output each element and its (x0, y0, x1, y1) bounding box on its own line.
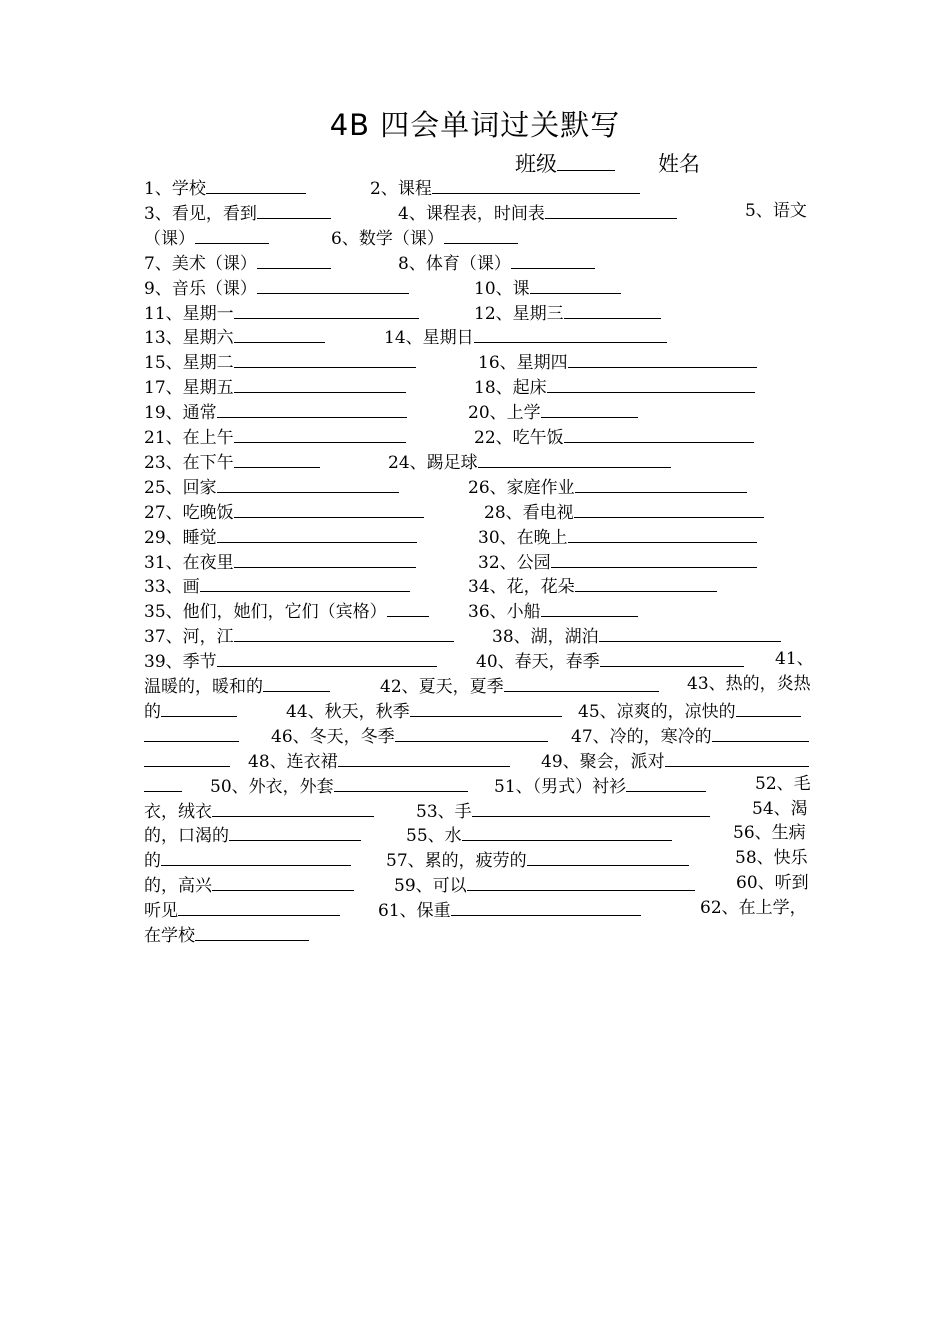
vocab-prompt: 54、渴 (752, 798, 808, 819)
vocab-item (755, 772, 811, 797)
vocab-prompt: 59、可以 (394, 876, 467, 897)
vocab-item (144, 797, 374, 825)
vocab-item (736, 871, 809, 896)
answer-blank[interactable] (444, 224, 518, 244)
vocab-item (398, 199, 677, 227)
vocab-prompt: 28、看电视 (484, 502, 574, 523)
vocab-prompt: 3、看见，看到 (144, 203, 257, 224)
vocab-prompt: 衣，绒衣 (144, 801, 212, 822)
answer-blank[interactable] (568, 348, 757, 368)
vocab-prompt: 49、聚会，派对 (541, 751, 665, 772)
answer-blank[interactable] (545, 199, 677, 219)
vocab-prompt: 58、快乐 (735, 848, 808, 869)
answer-blank[interactable] (575, 572, 717, 592)
vocab-item (388, 448, 671, 476)
vocab-item (474, 423, 754, 451)
vocab-prompt: 29、睡觉 (144, 527, 217, 548)
answer-blank[interactable] (541, 597, 638, 617)
vocab-item (144, 846, 351, 874)
vocab-item (144, 647, 437, 675)
vocab-prompt: 57、累的，疲劳的 (386, 851, 527, 872)
vocab-item (210, 772, 468, 800)
vocab-item (144, 921, 309, 949)
answer-blank[interactable] (564, 299, 661, 319)
vocab-prompt: 听见 (144, 901, 178, 922)
vocab-prompt: 32、公园 (478, 552, 551, 573)
answer-blank[interactable] (212, 871, 354, 891)
vocab-item (474, 299, 661, 327)
vocab-prompt: 55、水 (406, 826, 462, 847)
answer-blank[interactable] (263, 672, 330, 692)
vocab-item (144, 597, 429, 625)
vocab-prompt: 27、吃晚饭 (144, 502, 234, 523)
vocab-item (144, 672, 330, 700)
vocab-item (370, 174, 640, 202)
vocab-prompt: （课） (144, 228, 195, 249)
class-blank[interactable] (557, 149, 615, 171)
vocab-prompt: 33、画 (144, 577, 200, 598)
vocab-item (468, 473, 747, 501)
vocab-prompt: 的 (144, 851, 161, 872)
answer-blank[interactable] (511, 249, 595, 269)
vocab-prompt: 36、小船 (468, 602, 541, 623)
vocab-item (416, 797, 710, 825)
vocab-item (745, 199, 807, 224)
vocab-item (476, 647, 744, 675)
vocab-item (144, 871, 354, 899)
answer-blank[interactable] (575, 473, 747, 493)
vocab-item (380, 672, 659, 700)
vocab-item (733, 821, 806, 846)
vocab-item (578, 697, 801, 725)
answer-blank[interactable] (234, 299, 419, 319)
answer-blank[interactable] (530, 274, 621, 294)
vocab-prompt: 31、在夜里 (144, 552, 234, 573)
answer-blank[interactable] (217, 473, 399, 493)
answer-blank[interactable] (564, 423, 754, 443)
vocab-item (144, 199, 331, 227)
vocab-prompt: 6、数学（课） (331, 228, 444, 249)
answer-blank[interactable] (144, 747, 230, 767)
vocab-prompt: 5、语文 (745, 200, 807, 221)
answer-blank[interactable] (217, 398, 407, 418)
vocab-item (478, 348, 757, 376)
answer-blank[interactable] (504, 672, 659, 692)
answer-blank[interactable] (178, 896, 340, 916)
vocab-prompt: 10、课 (474, 278, 530, 299)
vocab-item (144, 423, 406, 451)
vocab-item (775, 647, 814, 672)
answer-blank[interactable] (257, 249, 331, 269)
vocab-prompt: 在学校 (144, 926, 195, 946)
answer-blank[interactable] (195, 224, 269, 244)
answer-blank[interactable] (474, 323, 667, 343)
answer-blank[interactable] (467, 871, 695, 891)
vocab-prompt: 46、冬天，冬季 (271, 726, 395, 747)
answer-blank[interactable] (600, 647, 744, 667)
answer-blank[interactable] (195, 921, 309, 941)
vocab-prompt: 4、课程表，时间表 (398, 203, 545, 224)
vocab-item (271, 722, 548, 750)
vocab-prompt: 15、星期二 (144, 353, 234, 374)
answer-blank[interactable] (206, 174, 306, 194)
vocab-prompt: 43、热的，炎热 (687, 674, 811, 694)
vocab-item (144, 224, 269, 252)
vocab-prompt: 52、毛 (755, 773, 811, 794)
answer-blank[interactable] (665, 747, 809, 767)
vocab-prompt: 37、河，江 (144, 627, 234, 648)
vocab-prompt: 9、音乐（课） (144, 278, 257, 299)
vocab-prompt: 温暖的，暖和的 (144, 677, 263, 697)
answer-blank[interactable] (712, 722, 809, 742)
vocab-item (492, 622, 781, 650)
answer-blank[interactable] (217, 647, 437, 667)
vocab-item (144, 722, 239, 750)
vocab-item (406, 821, 672, 849)
vocab-prompt: 56、生病 (733, 823, 806, 844)
answer-blank[interactable] (547, 373, 755, 393)
vocab-prompt: 44、秋天，秋季 (286, 701, 410, 722)
vocab-item (144, 348, 416, 376)
vocab-prompt: 的，高兴 (144, 876, 212, 897)
vocab-prompt: 17、星期五 (144, 378, 234, 399)
vocab-prompt: 22、吃午饭 (474, 428, 564, 448)
vocab-item (144, 274, 409, 302)
vocab-item (468, 398, 638, 426)
answer-blank[interactable] (472, 797, 710, 817)
vocab-item (144, 772, 182, 800)
answer-blank[interactable] (478, 448, 671, 468)
answer-blank[interactable] (395, 722, 548, 742)
vocab-prompt: 14、星期日 (384, 328, 474, 349)
vocab-item (144, 373, 406, 401)
answer-blank[interactable] (234, 548, 416, 568)
answer-blank[interactable] (234, 622, 454, 642)
vocab-item (398, 249, 595, 277)
vocab-prompt: 的 (144, 701, 161, 722)
vocab-item (144, 896, 340, 924)
vocab-prompt: 11、星期一 (144, 303, 234, 324)
vocab-prompt: 21、在上午 (144, 428, 234, 448)
answer-blank[interactable] (212, 797, 374, 817)
vocab-item (386, 846, 689, 874)
vocab-item (735, 846, 808, 871)
vocab-item (248, 747, 510, 775)
answer-blank[interactable] (234, 448, 320, 468)
vocab-item (144, 498, 424, 526)
vocab-prompt: 25、回家 (144, 477, 217, 498)
vocab-prompt: 34、花，花朵 (468, 577, 575, 598)
vocab-item (144, 448, 320, 476)
vocab-prompt: 39、季节 (144, 652, 217, 673)
vocab-item (144, 398, 407, 426)
answer-blank[interactable] (626, 772, 706, 792)
vocab-item (478, 548, 757, 576)
vocab-item (468, 597, 638, 625)
class-label-text: 班级 (515, 152, 557, 176)
vocab-prompt: 53、手 (416, 801, 472, 822)
vocab-item (394, 871, 695, 899)
answer-blank[interactable] (527, 846, 689, 866)
vocab-item (752, 797, 808, 822)
name-label: 姓名 (658, 152, 700, 176)
vocab-prompt: 61、保重 (378, 901, 451, 922)
vocab-item (144, 323, 325, 351)
answer-blank[interactable] (462, 821, 672, 841)
vocab-prompt: 26、家庭作业 (468, 477, 575, 498)
vocab-item (144, 299, 419, 327)
answer-blank[interactable] (599, 622, 781, 642)
vocab-item (144, 523, 417, 551)
vocab-item (378, 896, 641, 924)
vocab-prompt: 41、 (775, 649, 814, 670)
vocab-item (484, 498, 764, 526)
answer-blank[interactable] (334, 772, 468, 792)
vocab-item (144, 174, 306, 202)
vocab-item (700, 896, 807, 921)
vocab-item (144, 747, 230, 775)
vocab-prompt: 38、湖，湖泊 (492, 627, 599, 648)
answer-blank[interactable] (541, 398, 638, 418)
vocab-prompt: 13、星期六 (144, 328, 234, 349)
vocab-prompt: 1、学校 (144, 179, 206, 199)
answer-blank[interactable] (736, 697, 801, 717)
answer-blank[interactable] (387, 597, 429, 617)
answer-blank[interactable] (410, 697, 562, 717)
vocab-item (468, 572, 717, 600)
vocab-item (474, 274, 621, 302)
vocab-prompt: 19、通常 (144, 403, 217, 424)
vocab-item (144, 249, 331, 277)
vocab-prompt: 23、在下午 (144, 452, 234, 473)
answer-blank[interactable] (551, 548, 757, 568)
answer-blank[interactable] (234, 373, 406, 393)
vocab-item (144, 473, 399, 501)
vocab-prompt: 42、夏天，夏季 (380, 677, 504, 697)
vocab-prompt: 7、美术（课） (144, 253, 257, 274)
vocab-prompt: 60、听到 (736, 873, 809, 894)
vocab-item (144, 697, 237, 725)
answer-blank[interactable] (200, 572, 410, 592)
answer-blank[interactable] (432, 174, 640, 194)
vocab-item (144, 821, 361, 849)
vocab-prompt: 20、上学 (468, 403, 541, 424)
answer-blank[interactable] (144, 772, 182, 792)
answer-blank[interactable] (161, 697, 237, 717)
answer-blank[interactable] (451, 896, 641, 916)
vocab-item (384, 323, 667, 351)
answer-blank[interactable] (338, 747, 510, 767)
vocab-prompt: 45、凉爽的，凉快的 (578, 701, 736, 722)
answer-blank[interactable] (234, 498, 424, 518)
vocab-item (331, 224, 518, 252)
worksheet-title: 4B 四会单词过关默写 (329, 108, 621, 142)
vocab-prompt: 18、起床 (474, 378, 547, 399)
answer-blank[interactable] (234, 423, 406, 443)
vocab-prompt: 40、春天，春季 (476, 652, 600, 673)
answer-blank[interactable] (229, 821, 361, 841)
vocab-item (144, 548, 416, 576)
vocab-prompt: 12、星期三 (474, 303, 564, 324)
vocab-prompt: 50、外衣，外套 (210, 776, 334, 797)
vocab-prompt: 48、连衣裙 (248, 751, 338, 772)
vocab-prompt: 47、冷的，寒冷的 (571, 726, 712, 747)
answer-blank[interactable] (217, 523, 417, 543)
vocab-prompt: 51、（男式）衬衫 (494, 776, 627, 797)
vocab-prompt: 62、在上学， (700, 898, 807, 919)
vocab-prompt: 16、星期四 (478, 353, 568, 374)
vocab-prompt: 24、踢足球 (388, 452, 478, 473)
vocab-item (144, 572, 410, 600)
vocab-item (286, 697, 562, 725)
vocab-item (478, 523, 757, 551)
answer-blank[interactable] (574, 498, 764, 518)
answer-blank[interactable] (161, 846, 351, 866)
vocab-item (687, 672, 811, 697)
vocab-prompt: 35、他们，她们，它们（宾格） (144, 602, 387, 623)
answer-blank[interactable] (144, 722, 239, 742)
vocab-item (144, 622, 454, 650)
vocab-prompt: 30、在晚上 (478, 527, 568, 548)
vocab-item (541, 747, 809, 775)
answer-blank[interactable] (234, 348, 416, 368)
answer-blank[interactable] (568, 523, 757, 543)
vocab-item (571, 722, 809, 750)
vocab-prompt: 8、体育（课） (398, 253, 511, 274)
vocab-prompt: 的，口渴的 (144, 826, 229, 847)
answer-blank[interactable] (234, 323, 325, 343)
answer-blank[interactable] (257, 199, 331, 219)
vocab-item (494, 772, 706, 800)
answer-blank[interactable] (257, 274, 409, 294)
vocab-item (474, 373, 755, 401)
vocab-prompt: 2、课程 (370, 179, 432, 199)
